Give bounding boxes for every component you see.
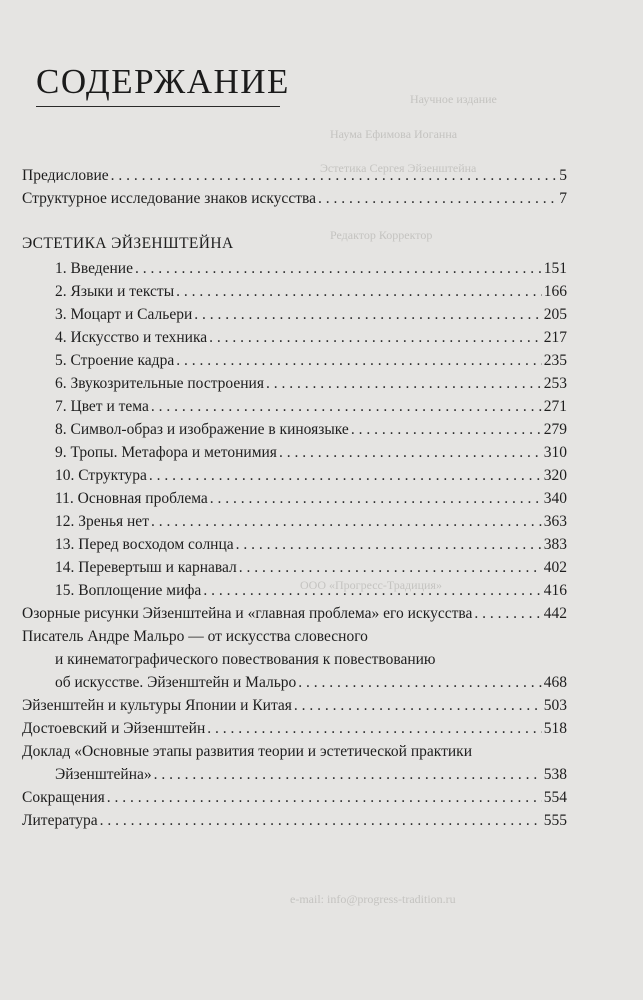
toc-entry-label: 2. Языки и тексты [55,283,175,300]
toc-entry-label: 9. Тропы. Метафора и метонимия [55,444,277,461]
toc-entry [55,672,567,694]
toc-entry-label: 5. Строение кадра [55,352,175,369]
toc-entry-page: 416 [543,582,567,599]
toc-entry-label: 8. Символ-образ и изображение в киноязыке [55,421,349,438]
dot-leader [135,258,542,280]
toc-entry [55,534,567,556]
toc-entry-page: 503 [543,697,567,714]
toc-entry-page: 5 [559,167,567,184]
toc-entry-label: 10. Структура [55,467,147,484]
toc-entry-label: 7. Цвет и тема [55,398,149,415]
dot-leader [318,188,557,210]
dot-leader [151,396,542,418]
toc-entry [22,787,567,809]
toc-entry [55,350,567,372]
dot-leader [266,373,542,395]
dot-leader [210,488,542,510]
dot-leader [107,787,542,809]
toc-entry [55,327,567,349]
toc-entry [22,165,567,187]
toc-entry-page: 279 [543,421,567,438]
toc-entry [55,557,567,579]
toc-entry [55,281,567,303]
toc-entry-page: 205 [543,306,567,323]
toc-entry [22,718,567,740]
toc-entry [55,396,567,418]
toc-entry [22,695,567,717]
toc-entry [55,511,567,533]
bleed-text: ООО «Прогресс-Традиция» [300,578,442,592]
toc-entry [55,373,567,395]
toc-entry-page: 320 [543,467,567,484]
toc-entry-page: 271 [543,398,567,415]
toc-entry [55,304,567,326]
dot-leader [294,695,542,717]
toc-entry [55,764,567,786]
toc-entry-label: и кинематографического повествования к повествованию [55,651,436,668]
bleed-text: Редактор Корректор [330,228,433,242]
dot-leader [298,672,541,694]
toc-entry-label: 3. Моцарт и Сальери [55,306,193,323]
toc-entry [55,419,567,441]
toc-entry-label: Литература [22,812,98,829]
dot-leader [149,465,542,487]
toc-entry-label: Эйзенштейн и культуры Японии и Китая [22,697,292,714]
toc-entry-page: 383 [543,536,567,553]
toc-entry [22,810,567,832]
toc-entry-label: 4. Искусство и техника [55,329,208,346]
toc-entry-page: 442 [543,605,567,622]
section-heading: ЭСТЕТИКА ЭЙЗЕНШТЕЙНА [22,235,234,252]
toc-entry-label: 14. Перевертыш и карнавал [55,559,237,576]
toc-entry-label: Доклад «Основные этапы развития теории и эстетической практики [22,743,472,760]
dot-leader [176,281,542,303]
toc-entry-label: Эйзенштейна» [55,766,152,783]
dot-leader [100,810,542,832]
bleed-text: Наума Ефимова Иоганна [330,127,458,141]
toc-entry-label: 6. Звукозрительные построения [55,375,264,392]
toc-entry-label: 13. Перед восходом солнца [55,536,234,553]
toc-entry-page: 554 [543,789,567,806]
dot-leader [203,580,541,602]
title-underline [36,106,280,107]
toc-entry [22,603,567,625]
dot-leader [151,511,542,533]
dot-leader [279,442,542,464]
toc-entry-label: Озорные рисунки Эйзенштейна и «главная проблема» его искусства [22,605,473,622]
dot-leader [154,764,542,786]
dot-leader [239,557,542,579]
toc-entry-page: 518 [543,720,567,737]
toc-entry-page: 310 [543,444,567,461]
toc-entry-page: 7 [559,190,567,207]
dot-leader [351,419,542,441]
toc-entry-page: 166 [543,283,567,300]
toc-entry [22,188,567,210]
toc-entry-label: об искусстве. Эйзенштейн и Мальро [55,674,297,691]
toc-entry-page: 363 [543,513,567,530]
toc-entry [55,580,567,602]
dot-leader [236,534,542,556]
toc-entry-label: 1. Введение [55,260,133,277]
page-title: СОДЕРЖАНИЕ [36,62,290,101]
dot-leader [207,718,541,740]
toc-entry-page: 217 [543,329,567,346]
toc-entry-page: 402 [543,559,567,576]
toc-entry-label: Предисловие [22,167,109,184]
toc-entry-page: 340 [543,490,567,507]
toc-entry-page: 538 [543,766,567,783]
toc-entry [55,465,567,487]
dot-leader [176,350,542,372]
toc-entry-page: 151 [543,260,567,277]
toc-entry-label: 12. Зренья нет [55,513,149,530]
dot-leader [209,327,542,349]
toc-entry-label: 11. Основная проблема [55,490,208,507]
toc-entry-page: 468 [543,674,567,691]
toc-entry-page: 555 [543,812,567,829]
toc-entry-page: 235 [543,352,567,369]
bleed-text: e-mail: info@progress-tradition.ru [290,892,456,906]
toc-entry-page: 253 [543,375,567,392]
toc-entry-label: 15. Воплощение мифа [55,582,202,599]
bleed-text: Научное издание [410,92,497,106]
toc-entry [55,488,567,510]
toc-entry-label: Сокращения [22,789,105,806]
dot-leader [111,165,558,187]
toc-entry [55,258,567,280]
toc-entry-label: Достоевский и Эйзенштейн [22,720,206,737]
toc-entry-label: Структурное исследование знаков искусства [22,190,316,207]
bleed-text: Эстетика Сергея Эйзенштейна [320,161,477,175]
dot-leader [474,603,541,625]
toc-entry [55,442,567,464]
toc-entry-label: Писатель Андре Мальро — от искусства словесного [22,628,368,645]
dot-leader [194,304,541,326]
